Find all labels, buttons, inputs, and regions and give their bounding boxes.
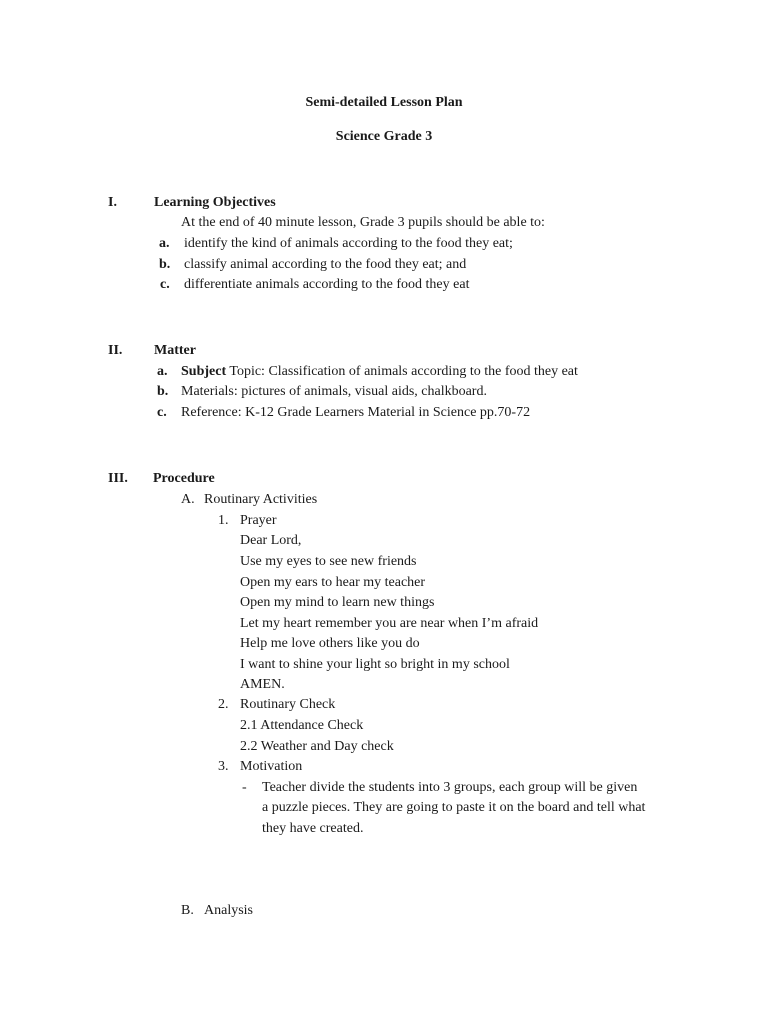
list-marker: a.	[159, 236, 170, 251]
bullet-dash: -	[242, 780, 247, 795]
list-marker: b.	[159, 257, 171, 272]
list-marker: a.	[157, 364, 168, 379]
matter-item	[181, 363, 578, 381]
objective-item: differentiate animals according to the food they eat	[184, 277, 470, 292]
motivation-line: Teacher divide the students into 3 groups, each group will be given	[262, 780, 638, 795]
step-label: Routinary Check	[240, 697, 336, 712]
section-numeral: I.	[108, 195, 117, 210]
objectives-intro: At the end of 40 minute lesson, Grade 3 pupils should be able to:	[181, 215, 545, 230]
section-heading: Matter	[154, 343, 196, 358]
step-label: Motivation	[240, 759, 303, 774]
prayer-line: I want to shine your light so bright in my school	[240, 657, 510, 672]
prayer-line: Let my heart remember you are near when I’m afraid	[240, 616, 539, 631]
motivation-line: they have created.	[262, 821, 364, 836]
prayer-line: Open my ears to hear my teacher	[240, 575, 426, 590]
subsection-title: Analysis	[204, 903, 253, 918]
step-number: 3.	[218, 759, 229, 774]
section-heading: Learning Objectives	[154, 195, 276, 210]
document-subtitle: Science Grade 3	[335, 129, 433, 144]
check-item: 2.2 Weather and Day check	[240, 739, 394, 754]
check-item: 2.1 Attendance Check	[240, 718, 364, 733]
prayer-line: Open my mind to learn new things	[240, 595, 435, 610]
prayer-line: Dear Lord,	[240, 533, 302, 548]
subject-label: Subject	[181, 364, 227, 379]
motivation-line: a puzzle pieces. They are going to paste it on the board and tell what	[262, 800, 646, 815]
document-title: Semi-detailed Lesson Plan	[305, 95, 463, 110]
objective-item: identify the kind of animals according to the food they eat;	[184, 236, 513, 251]
section-numeral: II.	[108, 343, 123, 358]
section-numeral: III.	[108, 471, 128, 486]
subject-text: Topic: Classification of animals according to the food they eat	[226, 364, 578, 379]
subsection-title: Routinary Activities	[204, 492, 318, 507]
objective-item: classify animal according to the food they eat; and	[184, 257, 467, 272]
prayer-line: Help me love others like you do	[240, 636, 420, 651]
step-label: Prayer	[240, 513, 277, 528]
prayer-line: Use my eyes to see new friends	[240, 554, 417, 569]
prayer-line: AMEN.	[240, 677, 285, 692]
subsection-marker: A.	[181, 492, 195, 507]
section-heading: Procedure	[153, 471, 215, 486]
list-marker: c.	[160, 277, 170, 292]
list-marker: c.	[157, 405, 167, 420]
list-marker: b.	[157, 384, 169, 399]
matter-item: Materials: pictures of animals, visual aids, chalkboard.	[181, 384, 487, 399]
matter-item: Reference: K-12 Grade Learners Material in Science pp.70-72	[181, 405, 531, 420]
step-number: 1.	[218, 513, 229, 528]
step-number: 2.	[218, 697, 229, 712]
subsection-marker: B.	[181, 903, 194, 918]
